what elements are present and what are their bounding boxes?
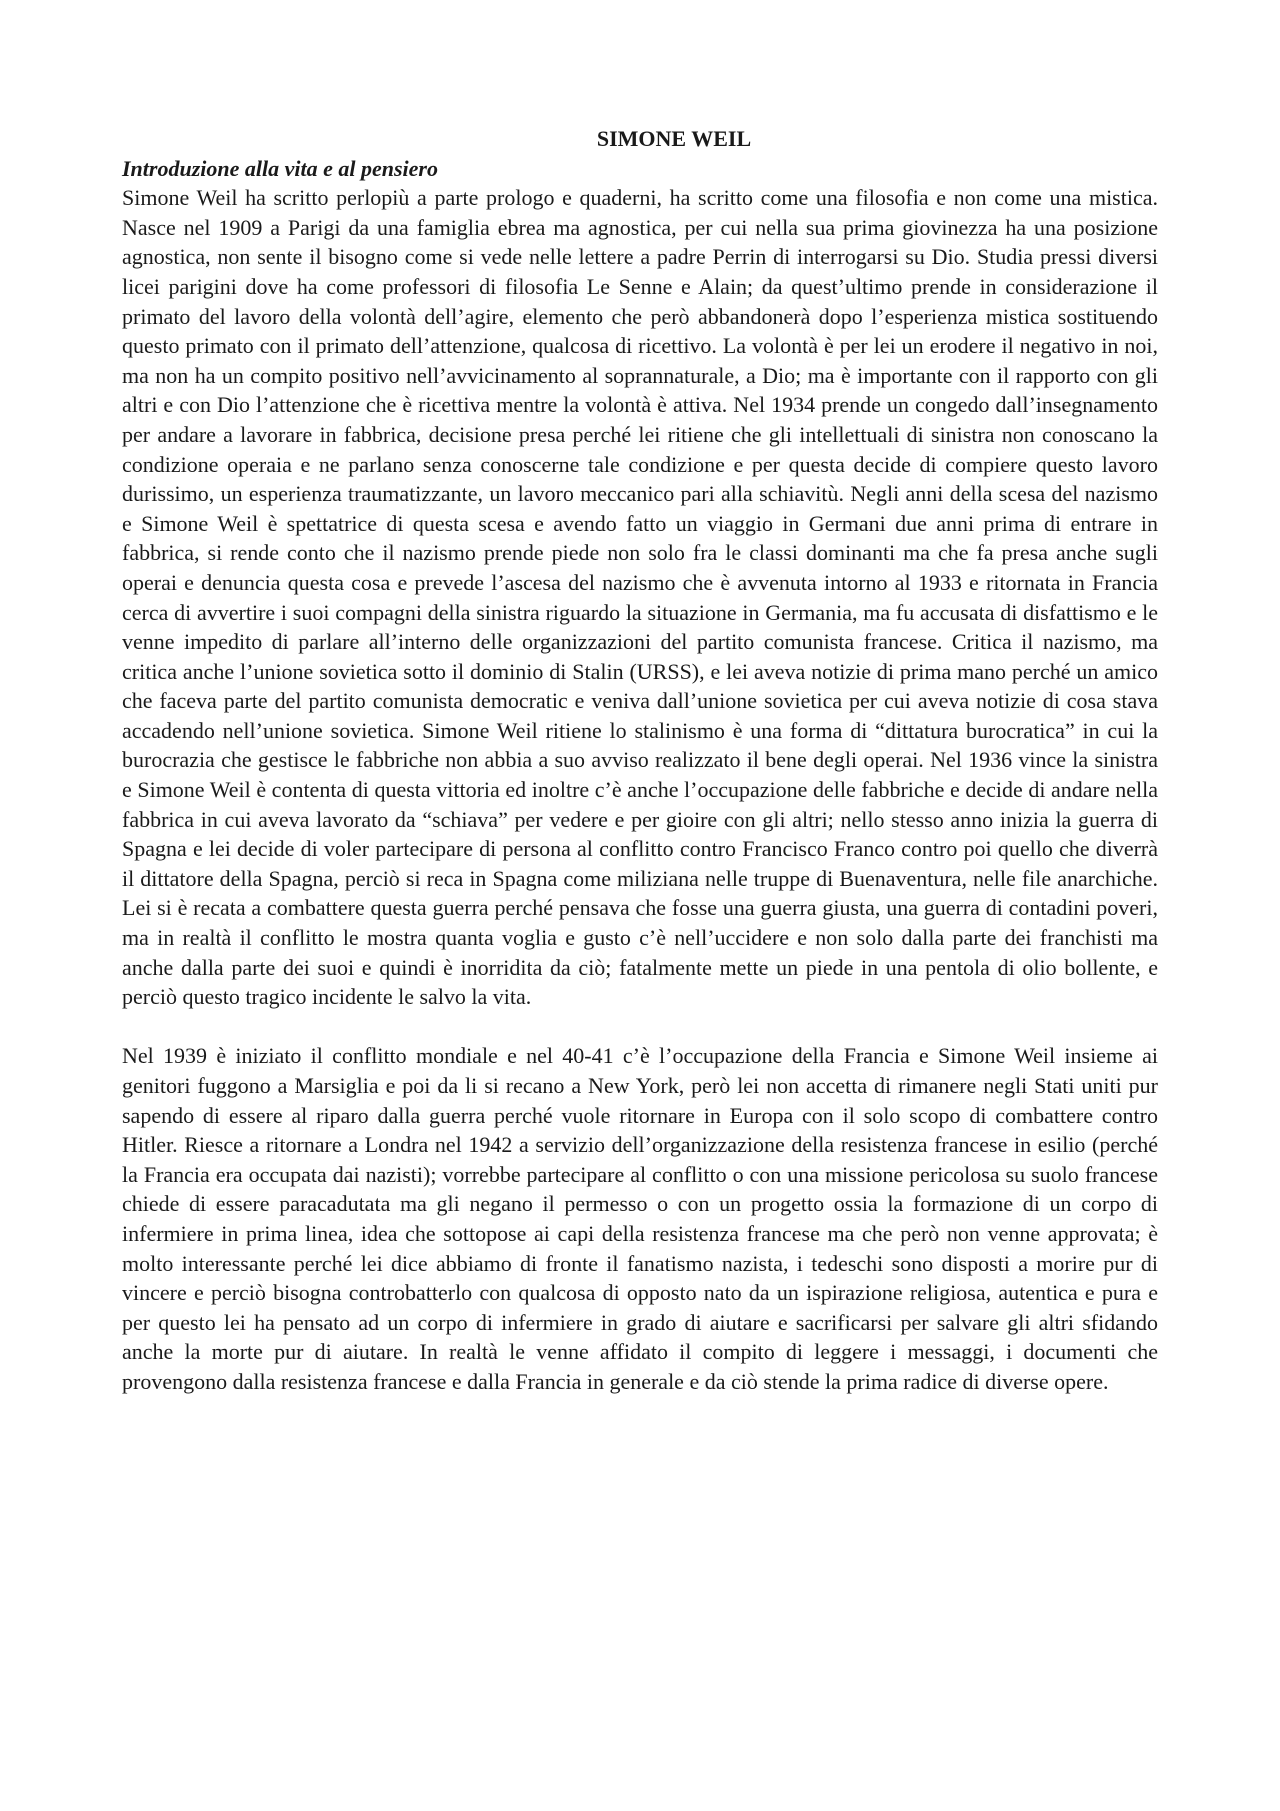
document-subtitle: Introduzione alla vita e al pensiero: [122, 155, 438, 181]
document-page: [122, 124, 1158, 1397]
paragraph-2: Nel 1939 è iniziato il conflitto mondiale e nel 40-41 c’è l’occupazione della Francia e Simone Weil insieme ai genitori fuggono a Marsiglia e poi da li si recano a New York, però lei non accetta di rimanere negli Stati uniti pur sapendo di essere al riparo dalla guerra perché vuole ritornare in Europa con il solo scopo di combattere contro Hitler. Riesce a ritornare a Londra nel 1942 a servizio dell’organizzazione della resistenza francese in esilio (perché la Francia era occupata dai nazisti); vorrebbe partecipare al conflitto o con una missione pericolosa su suolo francese chiede di essere paracadutata ma gli negano il permesso o con un progetto ossia la formazione di un corpo di infermiere in prima linea, idea che sottopose ai capi della resistenza francese ma che però non venne approvata; è molto interessante perché lei dice abbiamo di fronte il fanatismo nazista, i tedeschi sono disposti a morire pur di vincere e perciò bisogna controbatterlo con qualcosa di opposto nato da un ispirazione religiosa, autentica e pura e per questo lei ha pensato ad un corpo di infermiere in grado di aiutare e sacrificarsi per salvare gli altri sfidando anche la morte pur di aiutare. In realtà le venne affidato il compito di leggere i messaggi, i documenti che provengono dalla resistenza francese e dalla Francia in generale e da ciò stende la prima radice di diverse opere.: [122, 1043, 1158, 1394]
document-title: SIMONE WEIL: [596, 126, 752, 151]
paragraph-1: Simone Weil ha scritto perlopiù a parte prologo e quaderni, ha scritto come una filosofia e non come una mistica. Nasce nel 1909 a Parigi da una famiglia ebrea ma agnostica, per cui nella sua prima giovinezza ha una posizione agnostica, non sente il bisogno come si vede nelle lettere a padre Perrin di interrogarsi su Dio. Studia pressi diversi licei parigini dove ha come professori di filosofia Le Senne e Alain; da quest’ultimo prende in considerazione il primato del lavoro della volontà dell’agire, elemento che però abbandonerà dopo l’esperienza mistica sostituendo questo primato con il primato dell’attenzione, qualcosa di ricettivo. La volontà è per lei un erodere il negativo in noi, ma non ha un compito positivo nell’avvicinamento al soprannaturale, a Dio; ma è importante con il rapporto con gli altri e con Dio l’attenzione che è ricettiva mentre la volontà è attiva. Nel 1934 prende un congedo dall’insegnamento per andare a lavorare in fabbrica, decisione presa perché lei ritiene che gli intellettuali di sinistra non conoscano la condizione operaia e ne parlano senza conoscerne tale condizione e per questa decide di compiere questo lavoro durissimo, un esperienza traumatizzante, un lavoro meccanico pari alla schiavitù. Negli anni della scesa del nazismo e Simone Weil è spettatrice di questa scesa e avendo fatto un viaggio in Germani due anni prima di entrare in fabbrica, si rende conto che il nazismo prende piede non solo fra le classi dominanti ma che fa presa anche sugli operai e denuncia questa cosa e prevede l’ascesa del nazismo che è avvenuta intorno al 1933 e ritornata in Francia cerca di avvertire i suoi compagni della sinistra riguardo la situazione in Germania, ma fu accusata di disfattismo e le venne impedito di parlare all’interno delle organizzazioni del partito comunista francese. Critica il nazismo, ma critica anche l’unione sovietica sotto il dominio di Stalin (URSS), e lei aveva notizie di prima mano perché un amico che faceva parte del partito comunista democratic e veniva dall’unione sovietica per cui aveva notizie di cosa stava accadendo nell’unione sovietica. Simone Weil ritiene lo stalinismo è una forma di “dittatura burocratica” in cui la burocrazia che gestisce le fabbriche non abbia a suo avviso realizzato il bene degli operai. Nel 1936 vince la sinistra e Simone Weil è contenta di questa vittoria ed inoltre c’è anche l’occupazione delle fabbriche e decide di andare nella fabbrica in cui aveva lavorato da “schiava” per vedere e per gioire con gli altri; nello stesso anno inizia la guerra di Spagna e lei decide di voler partecipare di persona al conflitto contro Francisco Franco contro poi quello che diverrà il dittatore della Spagna, perciò si reca in Spagna come miliziana nelle truppe di Buenaventura, nelle file anarchiche. Lei si è recata a combattere questa guerra perché pensava che fosse una guerra giusta, una guerra di contadini poveri, ma in realtà il conflitto le mostra quanta voglia e gusto c’è nell’uccidere e non solo dalla parte dei franchisti ma anche dalla parte dei suoi e quindi è inorridita da ciò; fatalmente mette un piede in una pentola di olio bollente, e perciò questo tragico incidente le salvo la vita.: [122, 185, 1158, 1010]
paragraph-spacer: [122, 1012, 1158, 1042]
